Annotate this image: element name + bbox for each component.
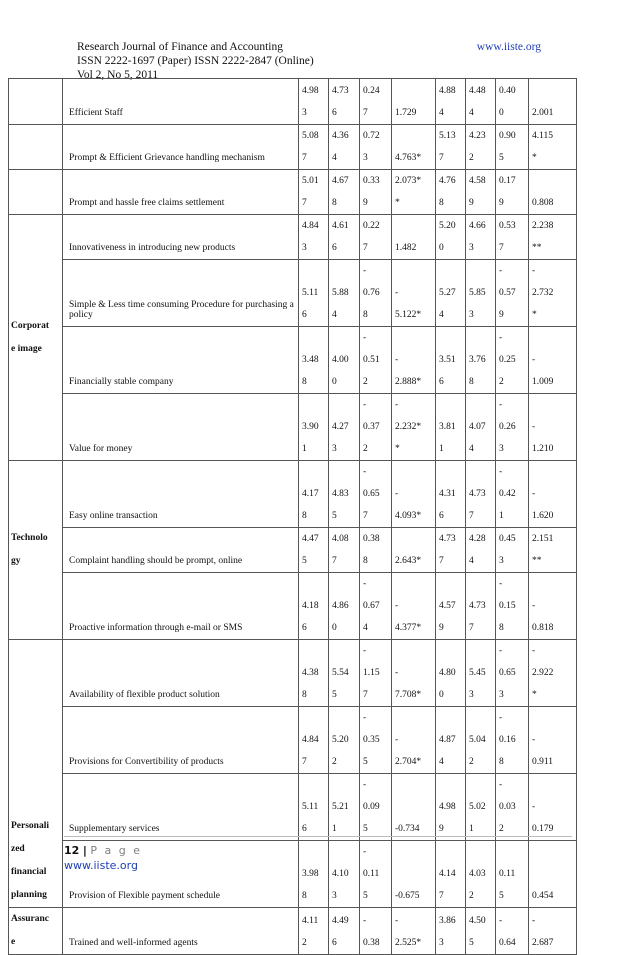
- value-cell: - 0.65 7: [360, 461, 392, 528]
- value-cell: 4.38 8: [299, 640, 329, 707]
- value-cell: - 0.37 2: [360, 394, 392, 461]
- statement-cell: Simple & Less time consuming Procedure for purchasing a policy: [63, 260, 299, 327]
- page-number: 12 | P a g e: [64, 844, 142, 857]
- value-cell: 4.88 4: [436, 79, 466, 125]
- value-cell: - 1.620: [529, 461, 577, 528]
- statement-cell: Provision of Flexible payment schedule: [63, 841, 299, 908]
- value-cell: 5.21 1: [329, 774, 360, 841]
- value-cell: - 5.122*: [392, 260, 436, 327]
- category-cell: Assuranc e: [9, 908, 63, 955]
- value-cell: - 1.210: [529, 394, 577, 461]
- value-cell: 4.58 9: [466, 170, 496, 215]
- value-cell: - 0.64: [496, 908, 529, 955]
- value-cell: 3.81 1: [436, 394, 466, 461]
- statement-cell: Efficient Staff: [63, 79, 299, 125]
- value-cell: 0.808: [529, 170, 577, 215]
- value-cell: 2.238 **: [529, 215, 577, 260]
- value-cell: 4.50 5: [466, 908, 496, 955]
- table-row: [9, 170, 577, 215]
- category-cell: Personali zed financial planning: [9, 640, 63, 908]
- value-cell: 0.72 3: [360, 125, 392, 170]
- value-cell: - 2.732 *: [529, 260, 577, 327]
- value-cell: 4.98 3: [299, 79, 329, 125]
- table-row: [9, 79, 577, 125]
- value-cell: 4.28 4: [466, 528, 496, 573]
- table-row: [9, 528, 577, 573]
- value-cell: 4.10 3: [329, 841, 360, 908]
- value-cell: 0.53 7: [496, 215, 529, 260]
- value-cell: 3.90 1: [299, 394, 329, 461]
- value-cell: - 0.16 8: [496, 707, 529, 774]
- value-cell: -0.734: [392, 774, 436, 841]
- value-cell: 5.85 3: [466, 260, 496, 327]
- statement-cell: Provisions for Convertibility of products: [63, 707, 299, 774]
- table-row: [9, 461, 577, 528]
- table-row: [9, 327, 577, 394]
- value-cell: 4.76 8: [436, 170, 466, 215]
- value-cell: 3.48 8: [299, 327, 329, 394]
- value-cell: - 0.51 2: [360, 327, 392, 394]
- page-header: [77, 40, 547, 82]
- value-cell: - 2.687: [529, 908, 577, 955]
- value-cell: - 1.15 7: [360, 640, 392, 707]
- value-cell: - 2.525*: [392, 908, 436, 955]
- value-cell: - 0.03 2: [496, 774, 529, 841]
- value-cell: 2.151 **: [529, 528, 577, 573]
- value-cell: 5.11 6: [299, 260, 329, 327]
- journal-volume: Vol 2, No 5, 2011: [77, 69, 159, 81]
- value-cell: 4.11 2: [299, 908, 329, 955]
- journal-title: Research Journal of Finance and Accounting: [77, 41, 283, 53]
- value-cell: 4.48 4: [466, 79, 496, 125]
- value-cell: 4.87 4: [436, 707, 466, 774]
- category-cell: [9, 170, 63, 215]
- value-cell: 4.763*: [392, 125, 436, 170]
- journal-issn: ISSN 2222-1697 (Paper) ISSN 2222-2847 (Online): [77, 55, 314, 67]
- header-url[interactable]: www.iiste.org: [476, 41, 541, 53]
- value-cell: 4.66 3: [466, 215, 496, 260]
- value-cell: 2.643*: [392, 528, 436, 573]
- category-cell: Corporat e image: [9, 215, 63, 461]
- value-cell: 5.02 1: [466, 774, 496, 841]
- value-cell: 0.24 7: [360, 79, 392, 125]
- value-cell: - 2.232* *: [392, 394, 436, 461]
- value-cell: - 0.76 8: [360, 260, 392, 327]
- results-table: [8, 78, 577, 955]
- value-cell: 4.49 6: [329, 908, 360, 955]
- value-cell: 4.03 2: [466, 841, 496, 908]
- statement-cell: Complaint handling should be prompt, online: [63, 528, 299, 573]
- statement-cell: Supplementary services: [63, 774, 299, 841]
- value-cell: - 2.888*: [392, 327, 436, 394]
- value-cell: 5.20 0: [436, 215, 466, 260]
- value-cell: 4.07 4: [466, 394, 496, 461]
- value-cell: 4.18 6: [299, 573, 329, 640]
- value-cell: 5.45 3: [466, 640, 496, 707]
- value-cell: 3.76 8: [466, 327, 496, 394]
- value-cell: - 2.704*: [392, 707, 436, 774]
- value-cell: 4.98 9: [436, 774, 466, 841]
- value-cell: - 0.42 1: [496, 461, 529, 528]
- value-cell: - 4.377*: [392, 573, 436, 640]
- value-cell: 0.45 3: [496, 528, 529, 573]
- value-cell: - 0.35 5: [360, 707, 392, 774]
- value-cell: 4.80 0: [436, 640, 466, 707]
- statement-cell: Innovativeness in introducing new products: [63, 215, 299, 260]
- value-cell: 5.20 2: [329, 707, 360, 774]
- value-cell: 4.47 5: [299, 528, 329, 573]
- value-cell: 0.33 9: [360, 170, 392, 215]
- value-cell: 4.36 4: [329, 125, 360, 170]
- value-cell: 5.04 2: [466, 707, 496, 774]
- category-cell: [9, 79, 63, 125]
- value-cell: - 0.25 2: [496, 327, 529, 394]
- value-cell: 5.08 7: [299, 125, 329, 170]
- statement-cell: Value for money: [63, 394, 299, 461]
- value-cell: 5.11 6: [299, 774, 329, 841]
- value-cell: 3.51 6: [436, 327, 466, 394]
- value-cell: 4.73 7: [466, 461, 496, 528]
- value-cell: - 2.922 *: [529, 640, 577, 707]
- value-cell: - 0.179: [529, 774, 577, 841]
- table-row: [9, 908, 577, 955]
- value-cell: 4.73 7: [466, 573, 496, 640]
- value-cell: - 0.38: [360, 908, 392, 955]
- value-cell: - 0.911: [529, 707, 577, 774]
- value-cell: 4.86 0: [329, 573, 360, 640]
- statement-cell: Financially stable company: [63, 327, 299, 394]
- value-cell: 3.98 8: [299, 841, 329, 908]
- value-cell: - 1.009: [529, 327, 577, 394]
- value-cell: 4.83 5: [329, 461, 360, 528]
- statement-cell: Prompt and hassle free claims settlement: [63, 170, 299, 215]
- value-cell: 5.54 5: [329, 640, 360, 707]
- value-cell: 4.23 2: [466, 125, 496, 170]
- value-cell: 4.84 7: [299, 707, 329, 774]
- value-cell: 4.57 9: [436, 573, 466, 640]
- footer-url[interactable]: www.iiste.org: [64, 859, 138, 872]
- value-cell: 4.67 8: [329, 170, 360, 215]
- value-cell: - 0.11 5: [360, 841, 392, 908]
- statement-cell: Availability of flexible product solution: [63, 640, 299, 707]
- value-cell: - 0.15 8: [496, 573, 529, 640]
- category-cell: [9, 125, 63, 170]
- value-cell: 4.73 6: [329, 79, 360, 125]
- value-cell: 5.13 7: [436, 125, 466, 170]
- table-row: [9, 573, 577, 640]
- value-cell: 0.90 5: [496, 125, 529, 170]
- value-cell: 4.17 8: [299, 461, 329, 528]
- value-cell: 4.61 6: [329, 215, 360, 260]
- table-row: [9, 640, 577, 707]
- value-cell: - 0.65 3: [496, 640, 529, 707]
- value-cell: - 0.57 9: [496, 260, 529, 327]
- value-cell: 4.14 7: [436, 841, 466, 908]
- value-cell: 5.01 7: [299, 170, 329, 215]
- value-cell: 1.482: [392, 215, 436, 260]
- value-cell: 3.86 3: [436, 908, 466, 955]
- value-cell: 0.454: [529, 841, 577, 908]
- value-cell: -0.675: [392, 841, 436, 908]
- statement-cell: Easy online transaction: [63, 461, 299, 528]
- value-cell: - 0.26 3: [496, 394, 529, 461]
- statement-cell: Trained and well-informed agents: [63, 908, 299, 955]
- value-cell: - 0.09 5: [360, 774, 392, 841]
- value-cell: 0.22 7: [360, 215, 392, 260]
- value-cell: 4.00 0: [329, 327, 360, 394]
- value-cell: 5.27 4: [436, 260, 466, 327]
- table-row: [9, 215, 577, 260]
- value-cell: 4.84 3: [299, 215, 329, 260]
- statement-cell: Proactive information through e-mail or SMS: [63, 573, 299, 640]
- value-cell: - 7.708*: [392, 640, 436, 707]
- page-footer: [64, 836, 572, 873]
- table-row: [9, 125, 577, 170]
- value-cell: 0.17 9: [496, 170, 529, 215]
- value-cell: 4.73 7: [436, 528, 466, 573]
- value-cell: 4.27 3: [329, 394, 360, 461]
- category-cell: Technolo gy: [9, 461, 63, 640]
- value-cell: 2.073* *: [392, 170, 436, 215]
- value-cell: 4.115 *: [529, 125, 577, 170]
- value-cell: - 0.818: [529, 573, 577, 640]
- value-cell: 0.11 5: [496, 841, 529, 908]
- statement-cell: Prompt & Efficient Grievance handling mechanism: [63, 125, 299, 170]
- value-cell: 1.729: [392, 79, 436, 125]
- table-row: [9, 774, 577, 841]
- value-cell: 0.40 0: [496, 79, 529, 125]
- table-row: [9, 260, 577, 327]
- table-row: [9, 707, 577, 774]
- value-cell: 4.08 7: [329, 528, 360, 573]
- value-cell: 2.001: [529, 79, 577, 125]
- value-cell: 5.88 4: [329, 260, 360, 327]
- value-cell: 0.38 8: [360, 528, 392, 573]
- table-row: [9, 394, 577, 461]
- value-cell: 4.31 6: [436, 461, 466, 528]
- value-cell: - 0.67 4: [360, 573, 392, 640]
- value-cell: - 4.093*: [392, 461, 436, 528]
